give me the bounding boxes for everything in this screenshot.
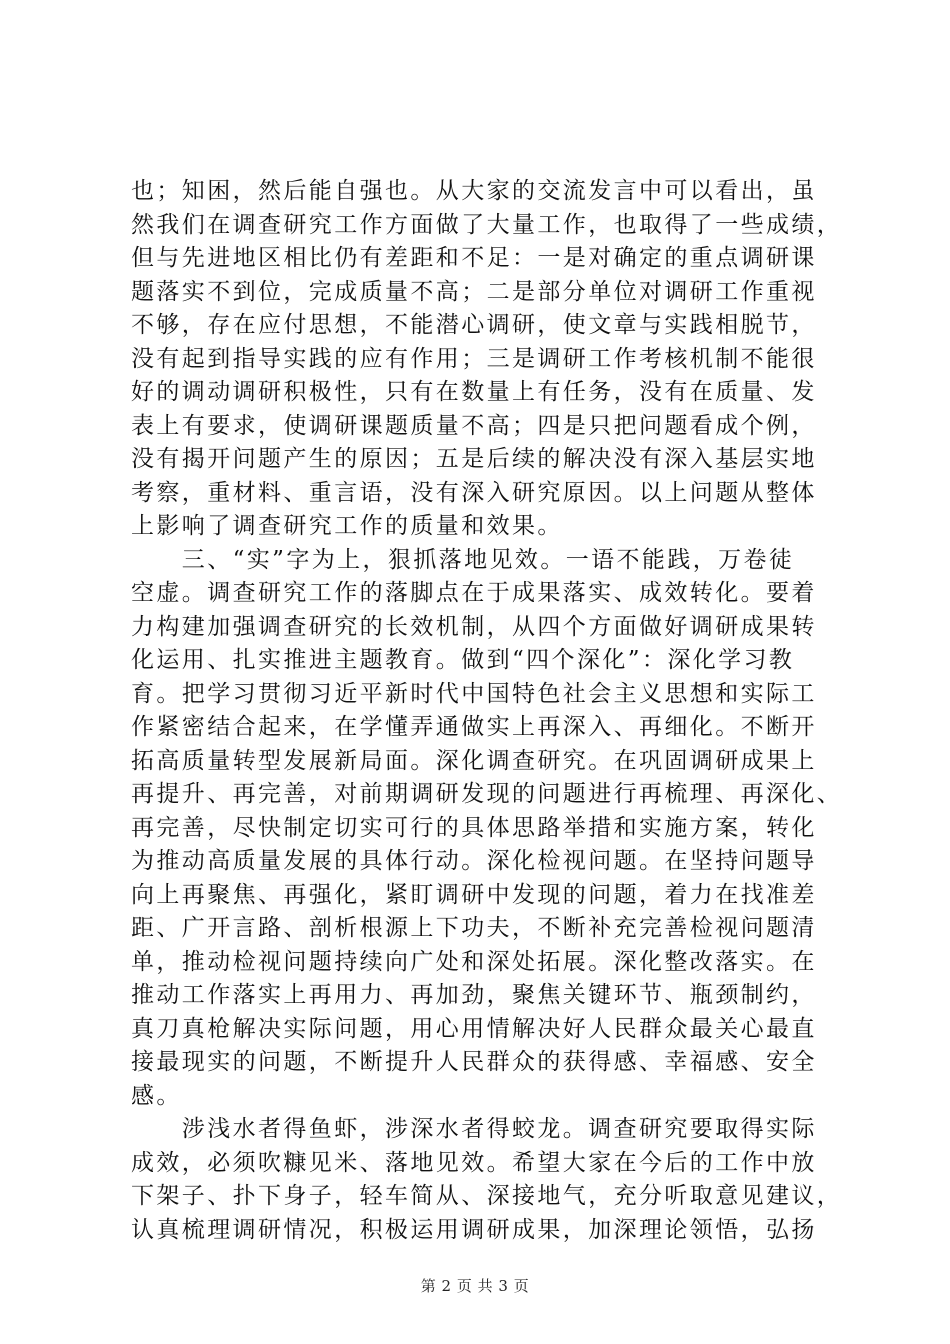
text-line: 为推动高质量发展的具体行动。深化检视问题。在坚持问题导	[131, 848, 817, 874]
text-line: 化运用、扎实推进主题教育。做到“四个深化”：深化学习教	[131, 647, 795, 673]
text-line: 作紧密结合起来，在学懂弄通做实上再深入、再细化。不断开	[131, 714, 817, 740]
text-line: 推动工作落实上再用力、再加劲，聚焦关键环节、瓶颈制约，	[131, 982, 817, 1008]
text-line: 上影响了调查研究工作的质量和效果。	[131, 513, 563, 539]
text-line: 下架子、扑下身子，轻车简从、深接地气，充分听取意见建议，	[131, 1183, 843, 1209]
text-line: 涉浅水者得鱼虾，涉深水者得蛟龙。调查研究要取得实际	[131, 1116, 817, 1142]
text-line: 表上有要求，使调研课题质量不高；四是只把问题看成个例，	[131, 412, 817, 439]
text-line: 题落实不到位，完成质量不高；二是部分单位对调研工作重视	[131, 278, 817, 305]
text-line: 成效，必须吹糠见米、落地见效。希望大家在今后的工作中放	[131, 1149, 817, 1176]
text-line: 距、广开言路、剖析根源上下功夫，不断补充完善检视问题清	[131, 915, 817, 941]
text-line: 三、“实”字为上，狠抓落地见效。一语不能践，万卷徒	[131, 546, 795, 573]
page-number-label: 第 2 页 共 3 页	[420, 1277, 530, 1295]
text-line: 空虚。调查研究工作的落脚点在于成果落实、成效转化。要着	[131, 580, 817, 606]
text-line: 再提升、再完善，对前期调研发现的问题进行再梳理、再深化、	[131, 781, 843, 807]
text-line: 好的调动调研积极性，只有在数量上有任务，没有在质量、发	[131, 379, 817, 405]
page-footer	[0, 1275, 950, 1296]
text-line: 育。把学习贯彻习近平新时代中国特色社会主义思想和实际工	[131, 680, 817, 707]
text-line: 单，推动检视问题持续向广处和深处拓展。深化整改落实。在	[131, 948, 817, 975]
text-line: 也；知困，然后能自强也。从大家的交流发言中可以看出，虽	[131, 178, 817, 204]
text-line: 但与先进地区相比仍有差距和不足：一是对确定的重点调研课	[131, 245, 817, 271]
text-line: 力构建加强调查研究的长效机制，从四个方面做好调研成果转	[131, 613, 817, 640]
text-line: 再完善，尽快制定切实可行的具体思路举措和实施方案，转化	[131, 814, 817, 841]
text-line: 向上再聚焦、再强化，紧盯调研中发现的问题，着力在找准差	[131, 881, 817, 908]
text-line: 不够，存在应付思想，不能潜心调研，使文章与实践相脱节，	[131, 312, 817, 338]
text-line: 认真梳理调研情况，积极运用调研成果，加深理论领悟，弘扬	[131, 1216, 817, 1243]
text-line: 真刀真枪解决实际问题，用心用情解决好人民群众最关心最直	[131, 1015, 817, 1042]
document-body	[131, 175, 843, 1247]
text-line: 没有起到指导实践的应有作用；三是调研工作考核机制不能很	[131, 345, 817, 372]
text-line: 没有揭开问题产生的原因；五是后续的解决没有深入基层实地	[131, 446, 817, 472]
text-line: 然我们在调查研究工作方面做了大量工作，也取得了一些成绩，	[131, 211, 843, 238]
text-line: 考察，重材料、重言语，没有深入研究原因。以上问题从整体	[131, 479, 817, 506]
text-line: 接最现实的问题，不断提升人民群众的获得感、幸福感、安全	[131, 1049, 817, 1075]
text-line: 拓高质量转型发展新局面。深化调查研究。在巩固调研成果上	[131, 747, 817, 774]
text-line: 感。	[131, 1082, 182, 1109]
